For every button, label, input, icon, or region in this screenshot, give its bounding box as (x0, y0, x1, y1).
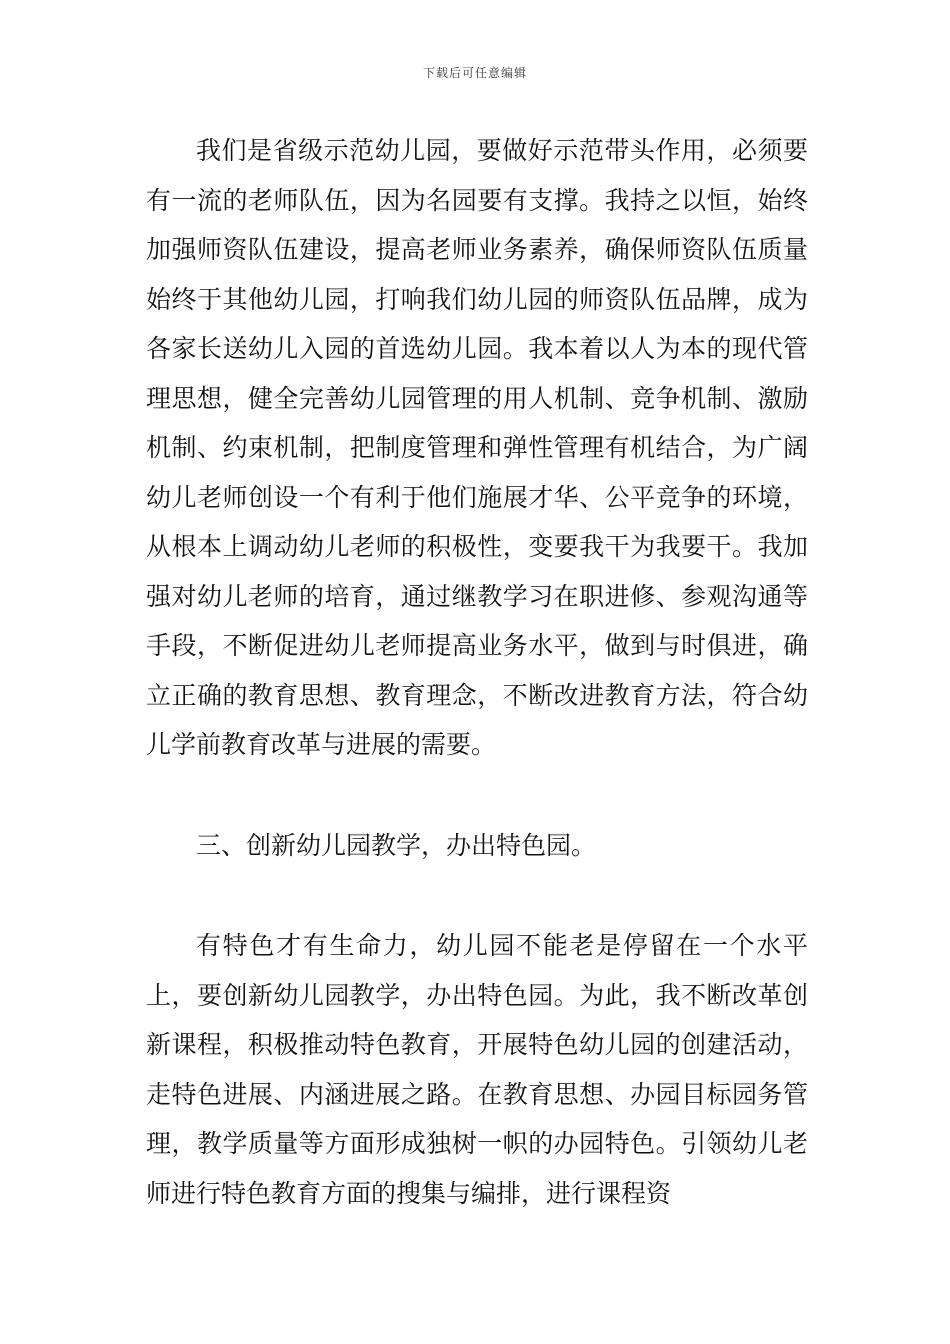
body-paragraph: 我们是省级示范幼儿园，要做好示范带头作用，必须要有一流的老师队伍，因为名园要有支撑。我持之以恒，始终加强师资队伍建设，提高老师业务素养，确保师资队伍质量始终于其他幼儿园，打响我们幼儿园的师资队伍品牌，成为各家长送幼儿入园的首选幼儿园。我本着以人为本的现代管理思想，健全完善幼儿园管理的用人机制、竞争机制、激励机制、约束机制，把制度管理和弹性管理有机结合，为广阔幼儿老师创设一个有利于他们施展才华、公平竞争的环境，从根本上调动幼儿老师的积极性，变要我干为我要干。我加强对幼儿老师的培育，通过继教学习在职进修、参观沟通等手段，不断促进幼儿老师提高业务水平，做到与时俱进，确立正确的教育思想、教育理念，不断改进教育方法，符合幼儿学前教育改革与进展的需要。 (146, 136, 808, 759)
section-heading: 三、创新幼儿园教学，办出特色园。 (196, 830, 597, 860)
document-body (146, 126, 808, 1218)
body-paragraph: 有特色才有生命力，幼儿园不能老是停留在一个水平上，要创新幼儿园教学，办出特色园。为此，我不断改革创新课程，积极推动特色教育，开展特色幼儿园的创建活动，走特色进展、内涵进展之路。在教育思想、办园目标园务管理，教学质量等方面形成独树一帜的办园特色。引领幼儿老师进行特色教育方面的搜集与编排，进行课程资 (146, 931, 808, 1208)
page-header: 下载后可任意编辑 (422, 66, 527, 80)
